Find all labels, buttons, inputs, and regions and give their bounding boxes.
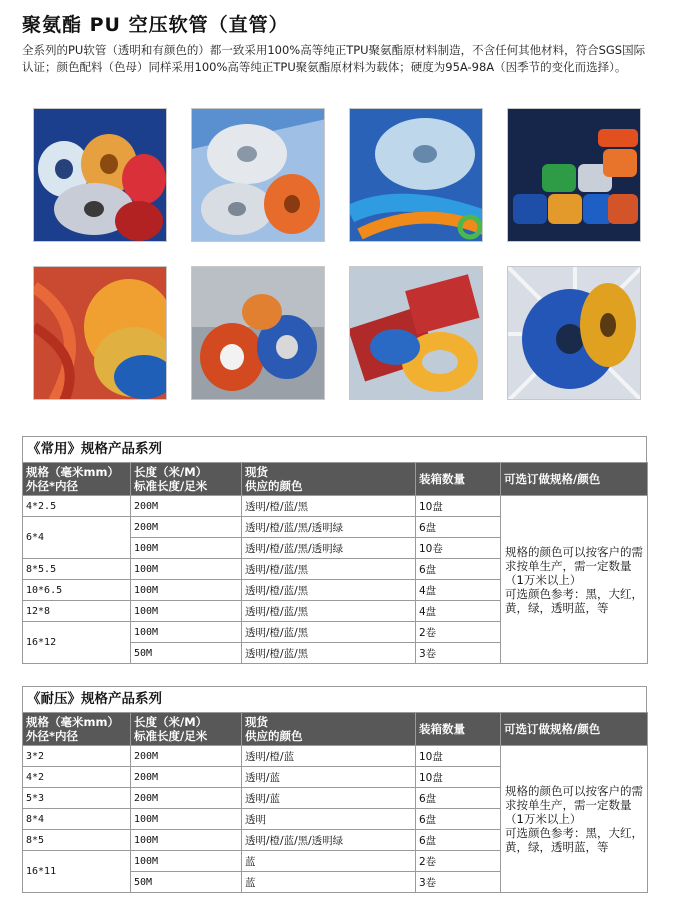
intro-text: 全系列的PU软管（透明和有颜色的）都一致采用100%高等纯正TPU聚氨酯原材料制造，不含任何其他材料，符合SGS国际认证；颜色配料（色母）同样采用100%高等纯正TPU聚氨酯原材料为载体；硬度为95A-98A（因季节的变化而选择）。 xyxy=(22,43,646,74)
qty-cell: 10盘 xyxy=(416,767,501,788)
colors-cell: 透明/橙/蓝/黑 xyxy=(242,580,416,601)
colors-cell: 透明/橙/蓝/黑/透明绿 xyxy=(242,830,416,851)
qty-cell: 6盘 xyxy=(416,830,501,851)
header-colors: 现货 供应的颜色 xyxy=(242,713,416,746)
spec-cell: 6*4 xyxy=(23,517,131,559)
header-spec: 规格（毫米mm） 外径*内径 xyxy=(23,713,131,746)
header-length: 长度（米/M） 标准长度/足米 xyxy=(131,463,242,496)
spec-cell: 3*2 xyxy=(23,746,131,767)
common-spec-table xyxy=(22,436,647,664)
qty-cell: 3卷 xyxy=(416,643,501,664)
length-cell: 100M xyxy=(131,538,242,559)
length-cell: 50M xyxy=(131,872,242,893)
qty-cell: 6盘 xyxy=(416,788,501,809)
colors-cell: 透明/橙/蓝/黑 xyxy=(242,622,416,643)
length-cell: 100M xyxy=(131,851,242,872)
header-custom: 可选订做规格/颜色 xyxy=(501,463,648,496)
header-colors: 现货 供应的颜色 xyxy=(242,463,416,496)
product-photo-2[interactable] xyxy=(191,108,325,242)
colors-cell: 透明/橙/蓝/黑 xyxy=(242,643,416,664)
table-row xyxy=(23,746,648,767)
colors-cell: 蓝 xyxy=(242,851,416,872)
colors-cell: 蓝 xyxy=(242,872,416,893)
spec-cell: 8*5.5 xyxy=(23,559,131,580)
product-photo-8[interactable] xyxy=(507,266,641,400)
length-cell: 100M xyxy=(131,580,242,601)
spec-cell: 8*4 xyxy=(23,809,131,830)
qty-cell: 2卷 xyxy=(416,851,501,872)
qty-cell: 6盘 xyxy=(416,559,501,580)
colors-cell: 透明/橙/蓝/黑 xyxy=(242,559,416,580)
spec-cell: 16*11 xyxy=(23,851,131,893)
custom-note-cell: 规格的颜色可以按客户的需求按单生产，需一定数量（1万米以上） 可选颜色参考：黑，大红，黄，绿，透明蓝，等 xyxy=(501,746,648,893)
page-title: 聚氨酯 PU 空压软管（直管） xyxy=(22,14,289,36)
table-header-row xyxy=(23,713,648,746)
header-spec: 规格（毫米mm） 外径*内径 xyxy=(23,463,131,496)
header-qty: 装箱数量 xyxy=(416,713,501,746)
length-cell: 200M xyxy=(131,788,242,809)
hose-reels-photo-4-icon xyxy=(508,109,641,242)
pressure-table-title: 《耐压》规格产品系列 xyxy=(22,686,647,712)
length-cell: 100M xyxy=(131,830,242,851)
hose-coils-photo-6-icon xyxy=(192,267,325,400)
hose-reels-photo-1-icon xyxy=(34,109,167,242)
spec-cell: 10*6.5 xyxy=(23,580,131,601)
length-cell: 100M xyxy=(131,622,242,643)
product-gallery xyxy=(33,108,653,400)
header-length: 长度（米/M） 标准长度/足米 xyxy=(131,713,242,746)
product-photo-3[interactable] xyxy=(349,108,483,242)
product-photo-6[interactable] xyxy=(191,266,325,400)
colors-cell: 透明/蓝 xyxy=(242,788,416,809)
colors-cell: 透明/橙/蓝/黑 xyxy=(242,496,416,517)
qty-cell: 3卷 xyxy=(416,872,501,893)
product-photo-5[interactable] xyxy=(33,266,167,400)
colors-cell: 透明/橙/蓝/黑/透明绿 xyxy=(242,517,416,538)
length-cell: 200M xyxy=(131,517,242,538)
hose-reels-photo-2-icon xyxy=(192,109,325,242)
qty-cell: 6盘 xyxy=(416,809,501,830)
table-header-row xyxy=(23,463,648,496)
qty-cell: 10盘 xyxy=(416,496,501,517)
colors-cell: 透明/橙/蓝 xyxy=(242,746,416,767)
length-cell: 50M xyxy=(131,643,242,664)
product-photo-7[interactable] xyxy=(349,266,483,400)
pressure-spec-table xyxy=(22,686,647,893)
spec-cell: 8*5 xyxy=(23,830,131,851)
hose-packages-photo-7-icon xyxy=(350,267,483,400)
spec-cell: 12*8 xyxy=(23,601,131,622)
colors-cell: 透明 xyxy=(242,809,416,830)
qty-cell: 4盘 xyxy=(416,601,501,622)
product-photo-4[interactable] xyxy=(507,108,641,242)
qty-cell: 6盘 xyxy=(416,517,501,538)
custom-note-cell: 规格的颜色可以按客户的需求按单生产，需一定数量（1万米以上） 可选颜色参考：黑，大红，黄，绿，透明蓝，等 xyxy=(501,496,648,664)
length-cell: 200M xyxy=(131,746,242,767)
qty-cell: 10卷 xyxy=(416,538,501,559)
length-cell: 200M xyxy=(131,496,242,517)
qty-cell: 2卷 xyxy=(416,622,501,643)
qty-cell: 10盘 xyxy=(416,746,501,767)
length-cell: 100M xyxy=(131,601,242,622)
spec-cell: 5*3 xyxy=(23,788,131,809)
hose-reel-photo-8-icon xyxy=(508,267,641,400)
hose-reels-photo-3-icon xyxy=(350,109,483,242)
table-row xyxy=(23,496,648,517)
spec-cell: 4*2 xyxy=(23,767,131,788)
length-cell: 100M xyxy=(131,559,242,580)
header-qty: 装箱数量 xyxy=(416,463,501,496)
spec-cell: 16*12 xyxy=(23,622,131,664)
spec-cell: 4*2.5 xyxy=(23,496,131,517)
product-photo-1[interactable] xyxy=(33,108,167,242)
qty-cell: 4盘 xyxy=(416,580,501,601)
colors-cell: 透明/橙/蓝/黑 xyxy=(242,601,416,622)
header-custom: 可选订做规格/颜色 xyxy=(501,713,648,746)
colors-cell: 透明/蓝 xyxy=(242,767,416,788)
hose-coils-photo-5-icon xyxy=(34,267,167,400)
length-cell: 100M xyxy=(131,809,242,830)
common-table-title: 《常用》规格产品系列 xyxy=(22,436,647,462)
colors-cell: 透明/橙/蓝/黑/透明绿 xyxy=(242,538,416,559)
length-cell: 200M xyxy=(131,767,242,788)
